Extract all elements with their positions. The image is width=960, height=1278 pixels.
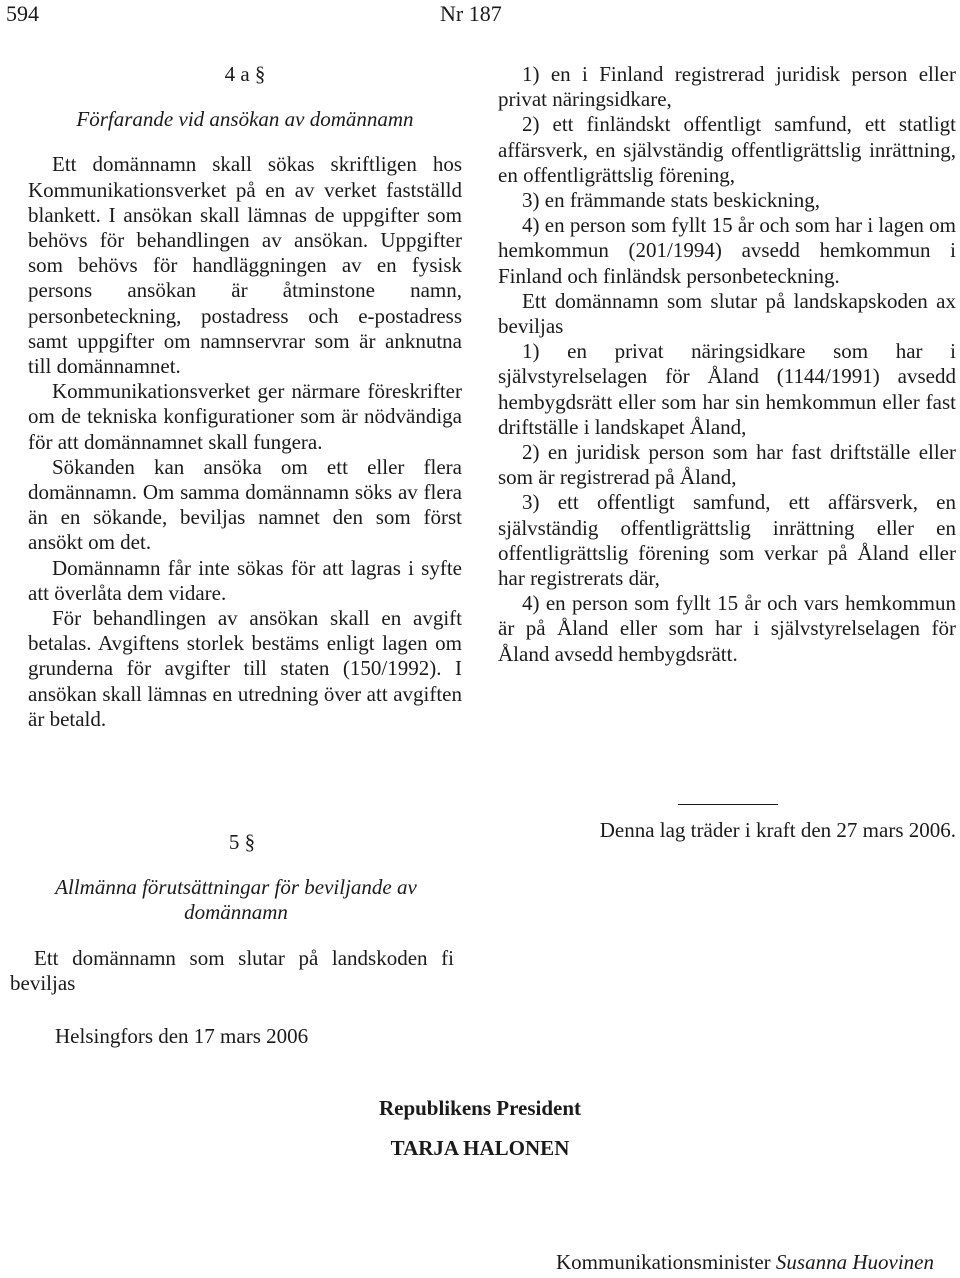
list-item: 4) en person som fyllt 15 år och som har i lagen om hemkommun (201/1994) avsedd hemkommun i Finland och finländsk personbeteckning. xyxy=(498,213,956,288)
left-column-sec5 xyxy=(10,830,462,996)
minister-name: Susanna Huovinen xyxy=(775,1250,934,1274)
section-title-5-line2: domännamn xyxy=(184,900,288,925)
section-number-5: 5 § xyxy=(228,830,256,854)
section-title-4a: Förfarande vid ansökan av domännamn xyxy=(76,107,414,132)
paragraph: Ett domännamn skall sökas skriftligen hos Kommunikationsverket på en av verket fastställd blankett. I ansökan skall lämnas de uppgifter som behövs för behandlingen av ansökan. Uppgifter som behövs för handläggningen av en fysisk persons ansökan är åtminstone namn, personbeteckning, postadress och e-postadress samt uppgifter om namnservrar som är anknutna till domännamnet. xyxy=(28,152,462,379)
entry-into-force: Denna lag träder i kraft den 27 mars 2006. xyxy=(599,818,956,842)
president-title: Republikens President xyxy=(378,1096,582,1120)
president-name: TARJA HALONEN xyxy=(390,1136,570,1160)
list-item: 2) en juridisk person som har fast driftställe eller som är registrerad på Åland, xyxy=(498,440,956,490)
section-number-4a: 4 a § xyxy=(224,62,266,86)
paragraph: Ett domännamn som slutar på landskapskoden ax beviljas xyxy=(498,288,956,339)
divider xyxy=(678,804,778,805)
list-item: 2) ett finländskt offentligt samfund, ett statligt affärsverk, en självständig offentligrättslig inrättning, en offentligrättslig förening, xyxy=(498,112,956,187)
section-title-5-line1: Allmänna förutsättningar för beviljande av xyxy=(55,875,417,900)
minister-title: Kommunikationsminister xyxy=(556,1250,771,1274)
minister-signature xyxy=(556,1250,934,1275)
left-column-sec4 xyxy=(28,62,462,732)
paragraph: Ett domännamn som slutar på landskoden fi beviljas xyxy=(10,945,454,995)
list-item: 3) ett offentligt samfund, ett affärsverk, en självständig offentligrättslig inrättning eller en offentligrättslig förening som verkar på Åland eller har registrerats där, xyxy=(498,490,956,591)
list-item: 1) en i Finland registrerad juridisk person eller privat näringsidkare, xyxy=(498,62,956,112)
list-item: 1) en privat näringsidkare som har i självstyrelselagen för Åland (1144/1991) avsedd hembygdsrätt eller som har sin hemkommun eller fast driftställe i landskapet Åland, xyxy=(498,339,956,439)
list-item: 4) en person som fyllt 15 år och vars hemkommun är på Åland eller som har i självstyrelselagen för Åland avsedd hembygdsrätt. xyxy=(498,591,956,666)
list-item: 3) en främmande stats beskickning, xyxy=(522,188,820,213)
right-column xyxy=(498,62,956,667)
paragraph: För behandlingen av ansökan skall en avgift betalas. Avgiftens storlek bestäms enligt lagen om grunderna för avgifter till staten (150/1992). I ansökan skall lämnas en utredning över att avgiften är betald. xyxy=(28,606,462,731)
issue-number: Nr 187 xyxy=(440,1,502,26)
place-date: Helsingfors den 17 mars 2006 xyxy=(55,1024,309,1048)
page-number: 594 xyxy=(6,1,39,26)
paragraph: Domännamn får inte sökas för att lagras i syfte att överlåta dem vidare. xyxy=(28,555,462,605)
paragraph: Kommunikationsverket ger närmare föreskrifter om de tekniska konfigurationer som är nödvändiga för att domännamnet skall fungera. xyxy=(28,379,462,454)
paragraph: Sökanden kan ansöka om ett eller flera domännamn. Om samma domännamn söks av flera än en sökande, beviljas namnet den som först ansökt om det. xyxy=(28,454,462,555)
